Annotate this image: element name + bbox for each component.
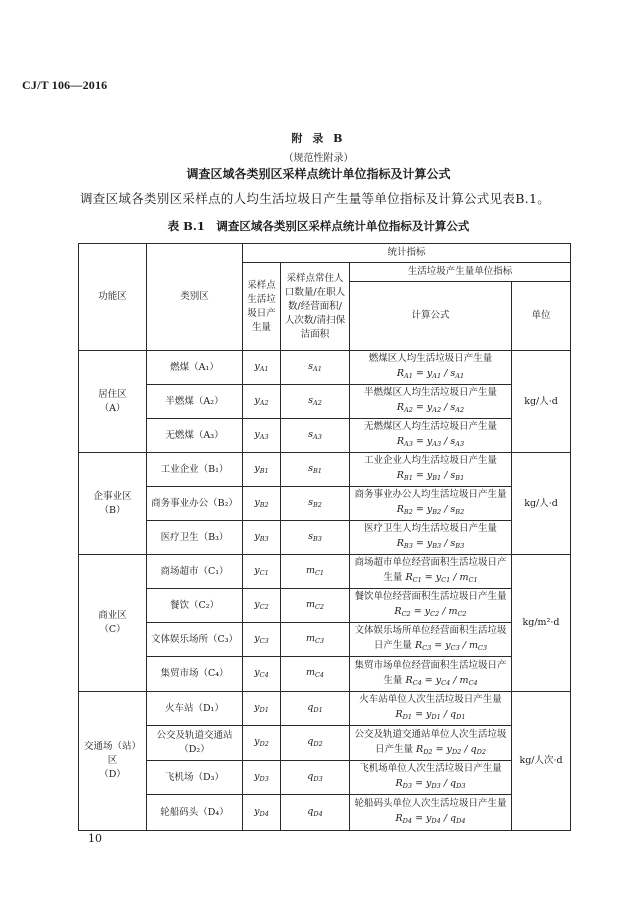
formula-y-sub: B2 [432,508,442,516]
base-var-sub: A1 [313,364,322,373]
formula-eq-y: = y [413,606,431,617]
base-var-sub: C4 [314,671,325,679]
formula-eq-y: = y [424,572,442,583]
formula-eq-y: = y [415,436,433,447]
unit-cell: kg/人·d [512,453,571,555]
base-var-sub: B3 [312,534,322,543]
formula-div-sub: D1 [456,713,466,721]
base-var-cell [281,453,350,487]
formula-desc-text: 文体娱乐场所单位经营面积生活垃圾 [354,625,507,636]
appendix-type: （规范性附录） [283,153,354,164]
formula-eq-y: = y [415,709,432,720]
formula-desc [352,351,509,366]
formula-expr [352,776,509,794]
formula-desc [352,761,509,776]
base-var: s [308,496,313,508]
daily-var: y [254,530,260,542]
category-cell: 集贸市场（C₄） [147,657,243,692]
formula-y-sub: B3 [432,542,442,550]
category-cell: 文体娱乐场所（C₃） [147,623,243,657]
daily-var-sub: D4 [259,809,269,818]
formula-desc [352,521,509,536]
formula-lhs: R [396,538,404,549]
base-var-sub: D3 [313,774,323,783]
formula-cell [350,453,512,487]
base-var-sub: C2 [314,602,325,611]
category-cell: 半燃煤（A₂） [147,385,243,419]
formula-lhs-sub: C2 [401,610,411,618]
base-var: s [308,394,314,406]
base-var: q [307,736,314,747]
base-var-sub: A3 [313,432,322,441]
formula-desc-text: 火车站单位人次生活垃圾日产生量 [359,694,502,705]
formula-eq-y: = y [415,778,432,789]
base-var-sub: B2 [312,500,322,509]
formula-lhs: R [395,709,403,720]
base-var-cell [281,385,350,419]
formula-lhs-sub: D4 [402,817,413,825]
formula-eq-y: = y [434,640,451,651]
daily-var-cell [243,623,281,657]
formula-desc [352,727,509,742]
daily-var-cell [243,555,281,589]
daily-var: y [254,564,260,576]
intro-paragraph: 调查区域各类别区采样点的人均生活垃圾日产生量等单位指标及计算公式见表B.1。 [80,191,551,206]
category-cell: 火车站（D₁） [147,692,243,726]
formula-desc [352,796,509,811]
daily-var: y [254,428,260,440]
base-var-cell [281,419,350,453]
formula-div: / q [464,743,477,755]
formula-y-sub: C2 [430,610,440,618]
formula-div: / s [444,436,456,447]
formula-expr [352,400,509,418]
category-cell: 餐饮（C₂） [147,589,243,623]
table-row [79,692,571,726]
table-row [79,487,571,521]
formula-div-sub: D4 [456,817,466,825]
category-cell: 工业企业（B₁） [147,453,243,487]
formula-div: / q [443,709,457,720]
formula-desc [352,589,509,604]
formula-div: / m [442,606,458,617]
formula-desc-cont: 日产生量 [373,640,412,651]
table-row [79,453,571,487]
formula-desc-cont: 生量 [383,572,403,583]
formula-cell [350,487,512,521]
formula-lhs: R [396,436,405,447]
formula-lhs-sub: C4 [412,678,422,687]
daily-var: y [254,462,260,474]
indicator-table [78,243,571,831]
formula-div-sub: C1 [468,576,478,584]
formula-lhs-sub: C1 [412,576,422,584]
base-var: s [308,530,313,542]
formula-cell [350,657,512,692]
formula-eq-y: = y [415,813,432,824]
base-var-cell [281,726,350,761]
formula-desc [352,487,509,502]
table-row [79,795,571,831]
formula-lhs-sub: B3 [403,542,413,550]
base-var-cell [281,555,350,589]
daily-var-sub: C1 [259,568,269,577]
table-row [79,623,571,657]
category-cell: 商场超市（C₁） [147,555,243,589]
formula-div: / s [444,470,456,481]
daily-var-cell [243,795,281,831]
daily-var-sub: C3 [259,636,269,645]
daily-var-cell [243,692,281,726]
formula-y-sub: C4 [441,678,451,687]
formula-desc [352,419,509,434]
formula-div: / m [453,572,469,583]
formula-desc-text: 飞机场单位人次生活垃圾日产生量 [359,763,502,774]
formula-div: / s [444,504,456,515]
formula-lhs-sub: B1 [403,474,413,482]
formula-cell [350,589,512,623]
base-var: q [307,701,314,713]
formula-lhs-sub: A1 [404,372,413,380]
formula-div-sub: B2 [455,508,465,516]
base-var-sub: B1 [312,466,322,475]
daily-var: y [254,598,260,610]
formula-desc-text: 医疗卫生人均生活垃圾日产生量 [363,523,497,534]
header-stats: 统计指标 [243,244,571,263]
formula-desc-text: 餐饮单位经营面积生活垃圾日产生量 [354,591,507,602]
formula-lhs: R [395,813,403,824]
formula-expr [352,502,509,520]
daily-var-cell [243,657,281,692]
formula-lhs: R [405,674,413,686]
formula-y-sub: B1 [432,474,442,482]
appendix-title: 附 录 B [291,132,346,145]
formula-desc [352,658,509,673]
zone-cell [79,555,147,692]
formula-desc-text: 商务事业办公人均生活垃圾日产生量 [354,489,507,500]
formula-expr [352,536,509,554]
zone-code: （C） [99,624,126,635]
formula-cell [350,761,512,795]
daily-var: y [254,770,260,782]
table-row [79,351,571,385]
base-var-cell [281,487,350,521]
daily-var-cell [243,761,281,795]
formula-y-sub: A1 [432,372,442,380]
formula-expr [352,570,509,588]
formula-div-sub: A1 [455,372,465,380]
table-row [79,761,571,795]
table-row [79,726,571,761]
formula-desc-text: 无燃煤区人均生活垃圾日产生量 [363,421,497,432]
daily-var: y [254,701,260,713]
page-number: 10 [88,832,102,845]
formula-expr [352,434,509,452]
formula-y-sub: A2 [432,406,442,414]
daily-var-cell [243,521,281,555]
daily-var: y [254,805,260,817]
formula-div: / s [444,538,456,549]
formula-lhs: R [394,606,402,617]
base-var-cell [281,761,350,795]
daily-var: y [254,360,260,372]
header-unit: 单位 [512,282,571,351]
formula-y-sub: D4 [431,817,441,825]
formula-lhs: R [396,368,405,379]
daily-var-sub: C4 [259,671,269,679]
daily-var-cell [243,589,281,623]
header-formula: 计算公式 [350,282,512,351]
base-var-sub: C3 [314,636,325,645]
formula-lhs-sub: A3 [404,440,413,448]
base-var-sub: D2 [313,740,323,748]
daily-var-sub: B3 [259,534,269,543]
base-var-cell [281,795,350,831]
formula-div-sub: C3 [477,644,488,652]
daily-var-cell [243,385,281,419]
formula-div: / m [453,674,469,686]
formula-lhs: R [405,572,413,583]
formula-desc-text: 集贸市场单位经营面积生活垃圾日产 [354,659,507,671]
formula-lhs-sub: B2 [403,508,413,516]
formula-eq-y: = y [424,674,442,686]
formula-cell [350,351,512,385]
table-row [79,589,571,623]
header-zone: 功能区 [79,244,147,351]
formula-lhs: R [414,640,423,651]
formula-desc-text: 商场超市单位经营面积生活垃圾日产 [354,557,507,568]
formula-y-sub: D1 [431,713,441,721]
header-daily: 采样点生活垃圾日产生量 [243,263,281,351]
base-var: m [305,667,315,678]
daily-var: y [254,667,260,678]
formula-cell [350,419,512,453]
formula-desc-text: 公交及轨道交通站单位人次生活垃圾 [354,728,507,740]
daily-var-cell [243,351,281,385]
daily-var-cell [243,487,281,521]
zone-code: （B） [99,504,126,516]
base-var: m [305,632,315,644]
formula-div-sub: C4 [468,678,478,687]
header-category: 类别区 [147,244,243,351]
table-row [79,419,571,453]
daily-var: y [254,496,260,508]
unit-cell: kg/m²·d [512,555,571,692]
base-var: s [308,462,313,474]
formula-div-sub: B1 [455,474,465,482]
formula-cell [350,726,512,761]
formula-expr [352,742,509,760]
base-var-cell [281,657,350,692]
formula-desc-cont: 日产生量 [374,743,413,755]
category-cell: 燃煤（A₁） [147,351,243,385]
formula-desc [352,555,509,570]
unit-cell: kg/人次·d [512,692,571,831]
base-var-sub: D4 [313,809,323,818]
formula-cell [350,692,512,726]
formula-cell [350,555,512,589]
formula-expr [352,707,509,725]
base-var: m [305,564,315,576]
daily-var-cell [243,453,281,487]
daily-var: y [254,632,260,644]
formula-y-sub: A3 [432,440,442,448]
formula-desc-cont: 生量 [383,674,403,686]
formula-desc [352,623,509,638]
category-cell: 医疗卫生（B₃） [147,521,243,555]
daily-var-sub: B2 [259,500,269,509]
zone-name: 交通场（站）区 [83,741,141,766]
daily-var-sub: A1 [259,364,269,373]
header-base: 采样点常住人口数量/在职人数/经营面积/人次数/清扫保洁面积 [281,263,350,351]
formula-lhs: R [396,470,404,481]
base-var-cell [281,589,350,623]
base-var-cell [281,623,350,657]
table-row [79,385,571,419]
formula-lhs: R [395,778,403,789]
formula-lhs-sub: A2 [404,406,413,414]
zone-name: 企事业区 [93,490,132,502]
category-cell: 飞机场（D₃） [147,761,243,795]
formula-desc [352,692,509,707]
base-var: q [307,770,314,782]
formula-y-sub: D2 [451,747,462,756]
daily-var-sub: D1 [259,705,269,714]
unit-cell: kg/人·d [512,351,571,453]
formula-expr [352,468,509,486]
base-var-sub: C1 [314,568,325,577]
daily-var-cell [243,419,281,453]
zone-name: 居住区 [98,388,127,400]
daily-var-sub: B1 [259,466,269,475]
formula-lhs-sub: D1 [402,713,413,721]
standard-code: CJ/T 106—2016 [22,78,108,92]
base-var: m [305,598,315,610]
formula-div: / q [443,778,457,789]
table-row [79,657,571,692]
zone-code: （D） [99,769,126,780]
daily-var-cell [243,726,281,761]
formula-div-sub: A2 [455,406,465,414]
formula-desc-text: 半燃煤区人均生活垃圾日产生量 [363,387,497,398]
base-var-sub: D1 [313,705,323,714]
formula-expr [352,811,509,829]
daily-var: y [254,394,260,406]
formula-div-sub: D2 [476,747,486,756]
table-caption: 表 B.1 调查区域各类别区采样点统计单位指标及计算公式 [167,219,470,233]
base-var-sub: A2 [313,398,322,407]
formula-desc-text: 轮船码头单位人次生活垃圾日产生量 [354,798,507,809]
formula-div-sub: C2 [457,610,467,618]
formula-y-sub: C1 [441,576,451,584]
base-var-cell [281,351,350,385]
daily-var-sub: C2 [259,602,269,611]
formula-div-sub: B3 [455,542,465,550]
zone-cell [79,692,147,831]
formula-div: / s [444,368,456,379]
formula-desc [352,453,509,468]
formula-expr [352,638,509,656]
formula-eq-y: = y [435,743,452,755]
base-var-cell [281,521,350,555]
daily-var-sub: D3 [259,774,269,783]
category-cell: 商务事业办公（B₂） [147,487,243,521]
base-var-cell [281,692,350,726]
header-unit-index: 生活垃圾产生量单位指标 [350,263,571,282]
formula-lhs-sub: D3 [402,782,413,790]
formula-lhs: R [396,402,405,413]
formula-lhs: R [396,504,404,515]
formula-eq-y: = y [415,470,433,481]
formula-lhs-sub: C3 [422,644,432,652]
daily-var: y [254,736,260,747]
formula-eq-y: = y [415,368,433,379]
formula-div: / q [443,813,457,824]
formula-div-sub: A3 [455,440,465,448]
formula-y-sub: D3 [431,782,441,790]
formula-eq-y: = y [415,504,433,515]
appendix-heading: 调查区域各类别区采样点统计单位指标及计算公式 [186,167,451,181]
table-row [79,521,571,555]
formula-desc-text: 燃煤区人均生活垃圾日产生量 [368,353,493,364]
formula-cell [350,623,512,657]
daily-var-sub: D2 [259,740,269,748]
formula-eq-y: = y [415,538,433,549]
daily-var-sub: A2 [259,398,269,407]
zone-code: （A） [99,402,126,414]
formula-desc [352,385,509,400]
zone-cell [79,453,147,555]
formula-cell [350,385,512,419]
formula-div: / m [462,640,478,651]
base-var: s [308,428,314,440]
formula-desc-text: 工业企业人均生活垃圾日产生量 [363,455,497,466]
base-var: s [308,360,314,372]
formula-lhs-sub: D2 [423,747,433,756]
daily-var-sub: A3 [259,432,269,441]
zone-name: 商业区 [98,610,127,621]
table-row [79,555,571,589]
formula-div: / s [444,402,456,413]
category-cell: 公交及轨道交通站（D₂） [147,726,243,761]
formula-cell [350,795,512,831]
formula-y-sub: C3 [450,644,460,652]
category-cell: 无燃煤（A₃） [147,419,243,453]
formula-expr [352,366,509,384]
base-var: q [307,805,314,817]
formula-cell [350,521,512,555]
formula-div-sub: D3 [456,782,466,790]
category-cell: 轮船码头（D₄） [147,795,243,831]
formula-expr [352,673,509,691]
formula-expr [352,604,509,622]
formula-eq-y: = y [415,402,433,413]
formula-lhs: R [416,743,424,755]
zone-cell [79,351,147,453]
